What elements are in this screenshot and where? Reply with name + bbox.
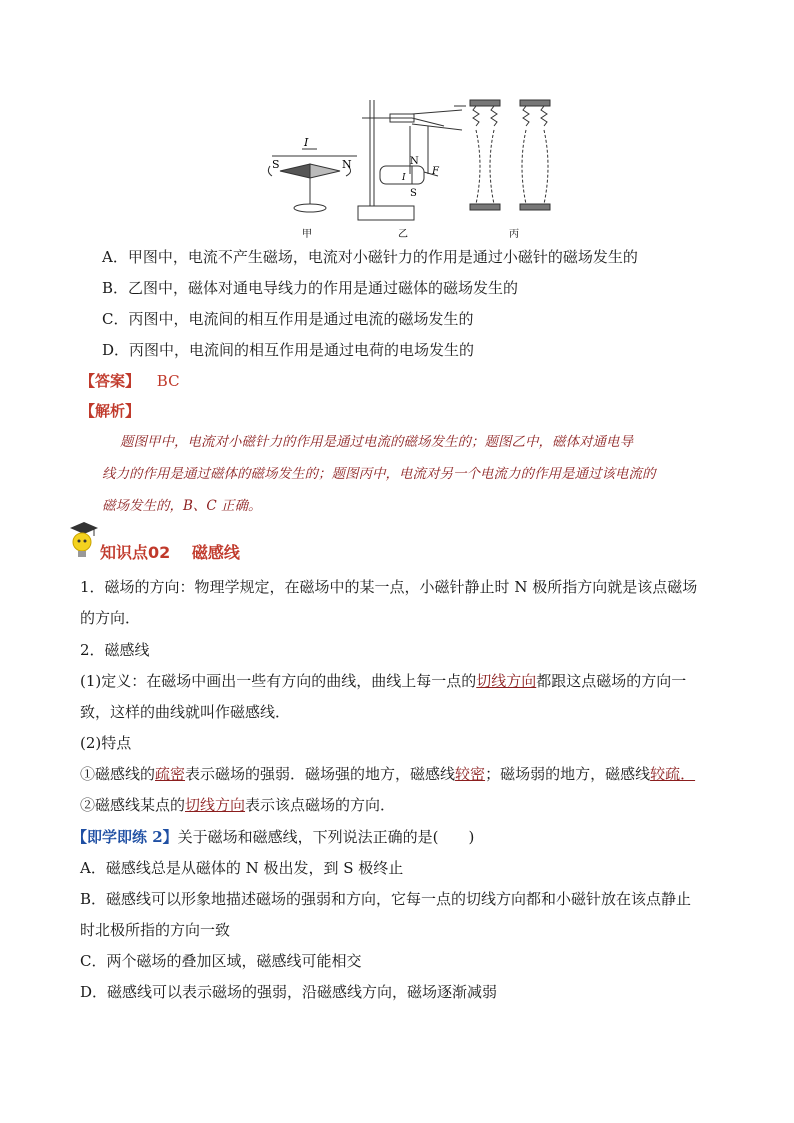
para-4: (2)特点 — [80, 734, 132, 752]
experiment-figure — [262, 96, 552, 242]
option-D: D．丙图中，电流间的相互作用是通过电荷的电场发生的 — [102, 341, 475, 359]
label-S: S — [272, 158, 280, 171]
label-I: I — [304, 136, 309, 149]
para-6-b: 表示该点磁场的方向． — [245, 796, 396, 814]
option-A: A．甲图中，电流不产生磁场，电流对小磁针力的作用是通过小磁针的磁场发生的 — [102, 248, 638, 266]
underline-sparser: 较疏． — [650, 765, 696, 783]
label-F: F — [432, 166, 439, 177]
practice-question-text: 关于磁场和磁感线，下列说法正确的是( ) — [177, 828, 475, 846]
para-5 — [80, 763, 695, 785]
label-S2: S — [410, 188, 417, 199]
practice-option-D: D．磁感线可以表示磁场的强弱，沿磁感线方向，磁场逐渐减弱 — [80, 983, 498, 1001]
practice-option-B1: B．磁感线可以形象地描述磁场的强弱和方向，它每一点的切线方向都和小磁针放在该点静止 — [80, 890, 692, 908]
para-3a-post: 都跟这点磁场的方向一 — [536, 672, 687, 690]
lightbulb-icon — [66, 520, 100, 560]
para-5-b: 表示磁场的强弱．磁场强的地方，磁感线 — [185, 765, 456, 783]
para-3a-pre: (1)定义：在磁场中画出一些有方向的曲线，曲线上每一点的 — [80, 672, 477, 690]
caption-jia: 甲 — [302, 229, 312, 240]
practice-option-C: C．两个磁场的叠加区域，磁感线可能相交 — [80, 952, 362, 970]
label-I2: I — [402, 173, 406, 183]
practice-option-A: A．磁感线总是从磁体的 N 极出发，到 S 极终止 — [80, 859, 404, 877]
analysis-label: 【解析】 — [80, 402, 141, 420]
para-2: 2．磁感线 — [80, 641, 150, 659]
analysis-line-2: 线力的作用是通过磁体的磁场发生的；题图丙中，电流对另一个电流力的作用是通过该电流的 — [102, 466, 656, 482]
option-B: B．乙图中，磁体对通电导线力的作用是通过磁体的磁场发生的 — [102, 279, 519, 297]
label-N2: N — [410, 156, 419, 167]
caption-bing: 丙 — [509, 229, 519, 240]
label-N: N — [342, 158, 352, 171]
knowledge-point-title: 知识点02 磁感线 — [100, 543, 240, 562]
answer-row — [80, 370, 180, 392]
para-5-c: ；磁场弱的地方，磁感线 — [485, 765, 651, 783]
para-3a — [80, 670, 686, 692]
figure-bing — [454, 100, 550, 210]
para-6-a: ②磁感线某点的 — [80, 796, 186, 814]
answer-value: BC — [156, 372, 180, 390]
analysis-line-1: 题图甲中，电流对小磁针力的作用是通过电流的磁场发生的；题图乙中，磁体对通电导 — [120, 434, 633, 450]
answer-label: 【答案】 — [80, 372, 141, 390]
analysis-line-3: 磁场发生的，B、C 正确。 — [102, 498, 262, 514]
para-1a: 1．磁场的方向：物理学规定，在磁场中的某一点，小磁针静止时 N 极所指方向就是该点磁场 — [80, 578, 698, 596]
underline-tangent-2: 切线方向 — [185, 796, 246, 814]
para-1b: 的方向． — [80, 609, 141, 627]
option-C: C．丙图中，电流间的相互作用是通过电流的磁场发生的 — [102, 310, 474, 328]
para-6 — [80, 794, 395, 816]
underline-density: 疏密 — [155, 765, 186, 783]
practice-question — [72, 826, 474, 848]
practice-label: 【即学即练 2】 — [72, 828, 178, 846]
caption-yi: 乙 — [398, 229, 408, 240]
underline-denser: 较密 — [455, 765, 486, 783]
para-5-a: ①磁感线的 — [80, 765, 156, 783]
underline-tangent: 切线方向 — [476, 672, 537, 690]
para-3b: 致，这样的曲线就叫作磁感线． — [80, 703, 291, 721]
practice-option-B2: 时北极所指的方向一致 — [80, 921, 231, 939]
